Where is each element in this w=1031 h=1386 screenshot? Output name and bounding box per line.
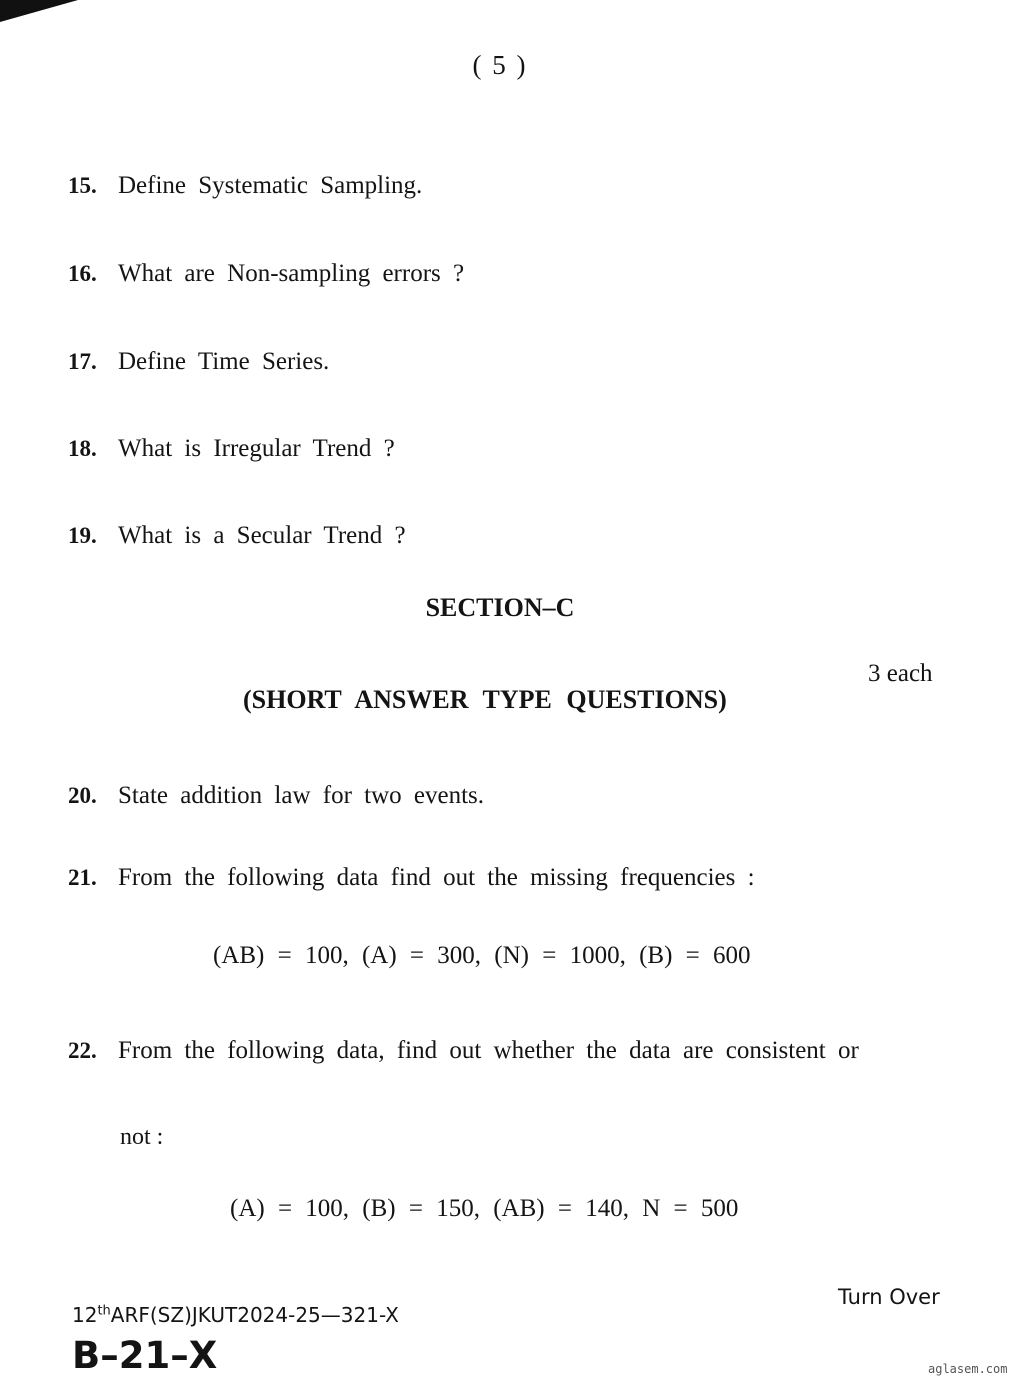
question-number: 15. (68, 173, 97, 198)
question-text: What is a Secular Trend ? (118, 522, 406, 549)
section-title: SECTION–C (425, 593, 575, 622)
booklet-code: B–21–X (72, 1334, 218, 1377)
turn-over-label: Turn Over (838, 1285, 940, 1309)
question-17 (68, 348, 329, 376)
page-number: ( 5 ) (472, 50, 528, 80)
question-text: State addition law for two events. (118, 782, 485, 809)
question-text: Define Systematic Sampling. (118, 172, 423, 199)
question-text: From the following data find out the missing frequencies : (118, 864, 755, 891)
watermark: aglasem.com (928, 1362, 1008, 1376)
question-21 (68, 864, 755, 892)
formula-q21: (AB) = 100, (A) = 300, (N) = 1000, (B) = 600 (213, 942, 751, 969)
marks-label: 3 each (868, 660, 933, 687)
formula-q22: (A) = 100, (B) = 150, (AB) = 140, N = 500 (230, 1195, 739, 1222)
question-22 (68, 1037, 859, 1065)
question-number: 22. (68, 1038, 97, 1063)
section-subtitle: (SHORT ANSWER TYPE QUESTIONS) (243, 685, 727, 714)
paper-code (72, 1303, 399, 1327)
question-text: What are Non-sampling errors ? (118, 260, 465, 287)
question-text: From the following data, find out whether the data are consistent or (118, 1037, 859, 1064)
question-number: 19. (68, 523, 97, 548)
question-text: What is Irregular Trend ? (118, 435, 395, 462)
paper-code-rest: ARF(SZ)JKUT2024-25—321-X (110, 1303, 399, 1327)
question-19 (68, 522, 406, 550)
question-20 (68, 782, 484, 810)
scan-corner-mark (0, 0, 78, 22)
question-18 (68, 435, 395, 463)
question-number: 20. (68, 783, 97, 808)
question-text: Define Time Series. (118, 348, 330, 375)
question-15 (68, 172, 422, 200)
question-number: 21. (68, 865, 97, 890)
question-number: 16. (68, 261, 97, 286)
question-16 (68, 260, 464, 288)
paper-code-prefix: 12 (72, 1303, 98, 1327)
question-number: 17. (68, 349, 97, 374)
paper-code-sup: th (97, 1303, 111, 1319)
question-22-continuation: not : (120, 1124, 164, 1150)
question-number: 18. (68, 436, 97, 461)
